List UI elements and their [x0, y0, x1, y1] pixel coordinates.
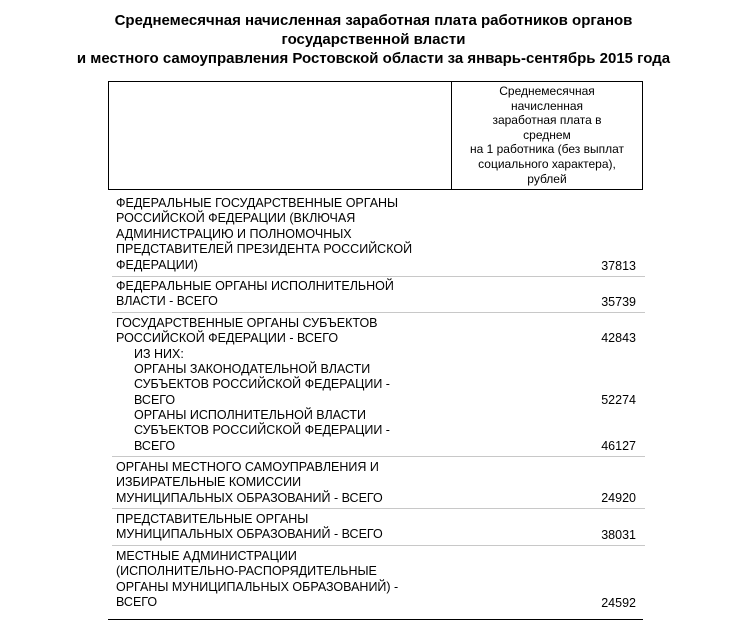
- row-value: 24592: [601, 596, 636, 610]
- header-bottom-border: [108, 189, 643, 190]
- row-label-line: ИЗ НИХ:: [134, 347, 184, 361]
- row-label-line: ОРГАНЫ МЕСТНОГО САМОУПРАВЛЕНИЯ И: [116, 460, 379, 474]
- row-value: 38031: [601, 528, 636, 542]
- row-label: [116, 549, 398, 611]
- title-line: Среднемесячная начисленная заработная плата работников органов: [114, 12, 633, 29]
- column-header-line: начисленная: [510, 98, 584, 113]
- column-header-line: Среднемесячная: [499, 84, 595, 98]
- row-label-line: ВСЕГО: [116, 595, 158, 610]
- column-header-line: на 1 работника (без выплат: [469, 142, 624, 157]
- row-label: [116, 460, 383, 506]
- row-label-line: (ИСПОЛНИТЕЛЬНО-РАСПОРЯДИТЕЛЬНЫЕ: [116, 564, 377, 579]
- table-left-border: [108, 81, 109, 190]
- column-header-line: среднем: [523, 127, 571, 142]
- row-label-line: ФЕДЕРАЛЬНЫЕ ГОСУДАРСТВЕННЫЕ ОРГАНЫ: [116, 196, 399, 210]
- row-label-line: ИЗБИРАТЕЛЬНЫЕ КОМИССИИ: [116, 475, 302, 490]
- row-label-line: ОРГАНЫ МУНИЦИПАЛЬНЫХ ОБРАЗОВАНИЙ) -: [116, 579, 399, 594]
- table-right-border: [642, 81, 643, 190]
- row-label: [116, 316, 378, 347]
- row-value: 46127: [601, 439, 636, 453]
- row-label-line: МЕСТНЫЕ АДМИНИСТРАЦИИ: [116, 549, 297, 563]
- row-label-line: СУБЪЕКТОВ РОССИЙСКОЙ ФЕДЕРАЦИИ -: [134, 377, 390, 392]
- table-top-border: [108, 81, 643, 82]
- row-divider: [112, 545, 645, 546]
- row-divider: [112, 456, 645, 457]
- column-header-line: рублей: [527, 171, 567, 186]
- row-label-line: ВСЕГО: [134, 438, 176, 453]
- row-label-line: ВЛАСТИ - ВСЕГО: [116, 294, 218, 309]
- row-value: 24920: [601, 491, 636, 505]
- row-value: 52274: [601, 393, 636, 407]
- row-label-line: ВСЕГО: [134, 392, 176, 407]
- row-label: [116, 279, 394, 310]
- row-label-line: ПРЕДСТАВИТЕЛЬНЫЕ ОРГАНЫ: [116, 512, 309, 526]
- row-label-line: ОРГАНЫ ИСПОЛНИТЕЛЬНОЙ ВЛАСТИ: [134, 408, 366, 422]
- title-line: и местного самоуправления Ростовской области за январь-сентябрь 2015 года: [76, 50, 671, 67]
- title-line: государственной власти: [281, 31, 466, 48]
- row-label-line: АДМИНИСТРАЦИЮ И ПОЛНОМОЧНЫХ: [116, 226, 352, 241]
- row-label-line: РОССИЙСКОЙ ФЕДЕРАЦИИ (ВКЛЮЧАЯ: [116, 211, 356, 226]
- document-title: [0, 11, 747, 68]
- row-label-line: МУНИЦИПАЛЬНЫХ ОБРАЗОВАНИЙ - ВСЕГО: [116, 527, 383, 542]
- row-label: [134, 362, 390, 408]
- row-label: [116, 196, 412, 273]
- column-header-line: социального характера),: [478, 156, 616, 171]
- row-label: [134, 347, 184, 362]
- row-label: [134, 408, 390, 454]
- row-label-line: ФЕДЕРАЦИИ): [116, 257, 198, 272]
- row-divider: [112, 312, 645, 313]
- row-divider: [112, 276, 645, 277]
- row-label-line: ГОСУДАРСТВЕННЫЕ ОРГАНЫ СУБЪЕКТОВ: [116, 316, 378, 330]
- row-divider: [112, 508, 645, 509]
- row-value: 35739: [601, 295, 636, 309]
- column-header-line: заработная плата в: [492, 113, 602, 128]
- row-label-line: МУНИЦИПАЛЬНЫХ ОБРАЗОВАНИЙ - ВСЕГО: [116, 490, 383, 505]
- row-label-line: РОССИЙСКОЙ ФЕДЕРАЦИИ - ВСЕГО: [116, 331, 339, 346]
- column-header: [452, 84, 642, 186]
- row-label-line: ПРЕДСТАВИТЕЛЕЙ ПРЕЗИДЕНТА РОССИЙСКОЙ: [116, 242, 413, 257]
- row-label: [116, 512, 383, 543]
- row-label-line: ОРГАНЫ ЗАКОНОДАТЕЛЬНОЙ ВЛАСТИ: [134, 362, 371, 376]
- row-label-line: СУБЪЕКТОВ РОССИЙСКОЙ ФЕДЕРАЦИИ -: [134, 423, 390, 438]
- row-value: 42843: [601, 331, 636, 345]
- row-label-line: ФЕДЕРАЛЬНЫЕ ОРГАНЫ ИСПОЛНИТЕЛЬНОЙ: [116, 279, 394, 293]
- table-bottom-border: [108, 619, 643, 620]
- row-value: 37813: [601, 259, 636, 273]
